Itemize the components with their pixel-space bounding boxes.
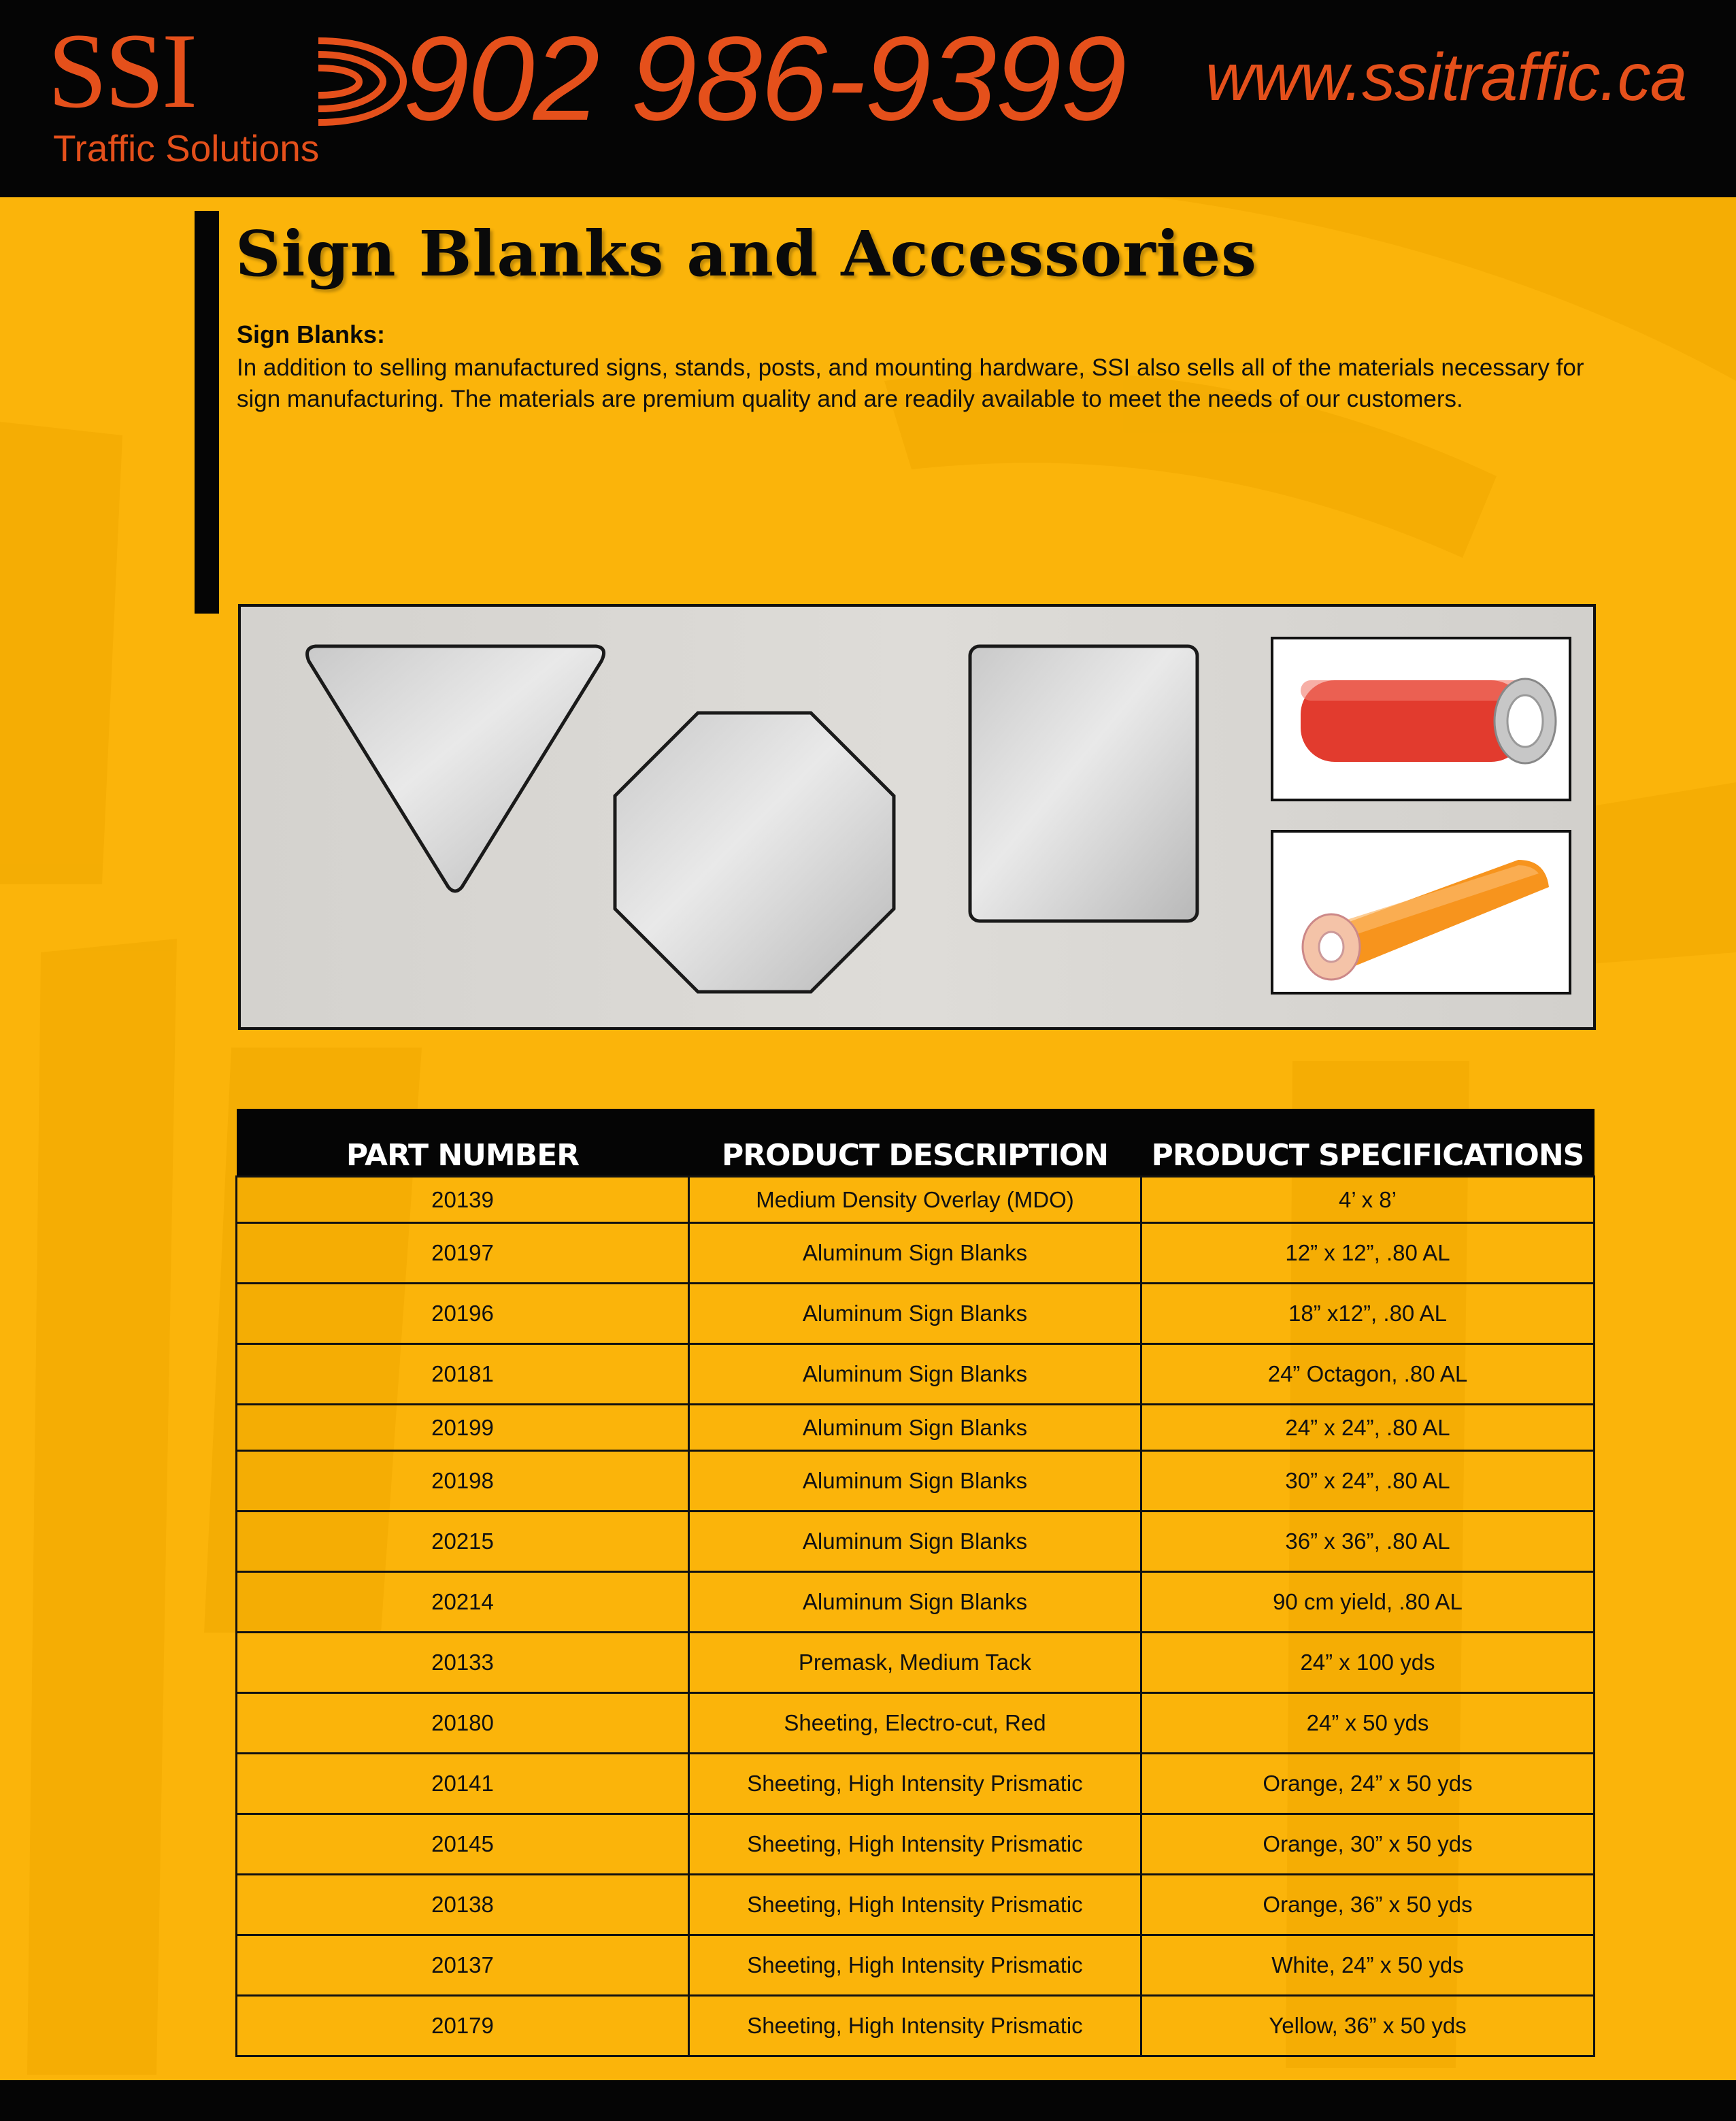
part-number-cell: 20197 [237, 1223, 689, 1284]
part-number-cell: 20133 [237, 1633, 689, 1693]
description-cell: Sheeting, High Intensity Prismatic [689, 1754, 1141, 1814]
parts-table [235, 1109, 1593, 2057]
orange-sheeting-roll [1271, 830, 1571, 995]
table-row [237, 1451, 1595, 1512]
part-number-cell: 20198 [237, 1451, 689, 1512]
logo-subtitle: Traffic Solutions [53, 127, 320, 169]
header-part-number: PART NUMBER [237, 1109, 689, 1177]
specification-cell: 12” x 12”, .80 AL [1141, 1223, 1595, 1284]
description-cell: Aluminum Sign Blanks [689, 1284, 1141, 1344]
specification-cell: 18” x12”, .80 AL [1141, 1284, 1595, 1344]
product-photo-panel [238, 604, 1596, 1030]
part-number-cell: 20196 [237, 1284, 689, 1344]
description-cell: Aluminum Sign Blanks [689, 1451, 1141, 1512]
table-row [237, 1344, 1595, 1405]
specification-cell: 36” x 36”, .80 AL [1141, 1512, 1595, 1572]
part-number-cell: 20199 [237, 1405, 689, 1451]
website-link[interactable]: www.ssitraffic.ca [1205, 39, 1687, 114]
section-accent-bar [195, 211, 219, 614]
specification-cell: Orange, 30” x 50 yds [1141, 1814, 1595, 1875]
table-row [237, 1814, 1595, 1875]
part-number-cell: 20179 [237, 1996, 689, 2056]
part-number-cell: 20215 [237, 1512, 689, 1572]
part-number-cell: 20145 [237, 1814, 689, 1875]
table-header-row [237, 1109, 1595, 1177]
specification-cell: 24” x 100 yds [1141, 1633, 1595, 1693]
description-cell: Aluminum Sign Blanks [689, 1405, 1141, 1451]
header-product-specifications: PRODUCT SPECIFICATIONS [1141, 1109, 1595, 1177]
part-number-cell: 20137 [237, 1935, 689, 1996]
header-bar [0, 0, 1736, 197]
part-number-cell: 20139 [237, 1177, 689, 1223]
description-cell: Sheeting, High Intensity Prismatic [689, 1814, 1141, 1875]
specification-cell: 30” x 24”, .80 AL [1141, 1451, 1595, 1512]
table-row [237, 1996, 1595, 2056]
part-number-cell: 20214 [237, 1572, 689, 1633]
header-product-description: PRODUCT DESCRIPTION [689, 1109, 1141, 1177]
specification-cell: White, 24” x 50 yds [1141, 1935, 1595, 1996]
description-cell: Aluminum Sign Blanks [689, 1512, 1141, 1572]
description-cell: Sheeting, High Intensity Prismatic [689, 1875, 1141, 1935]
red-roll-image [1273, 639, 1569, 799]
specification-cell: Orange, 36” x 50 yds [1141, 1875, 1595, 1935]
specification-cell: 4’ x 8’ [1141, 1177, 1595, 1223]
part-number-cell: 20181 [237, 1344, 689, 1405]
table-row [237, 1754, 1595, 1814]
description-cell: Aluminum Sign Blanks [689, 1223, 1141, 1284]
ssi-logo [48, 14, 367, 170]
part-number-cell: 20138 [237, 1875, 689, 1935]
specification-cell: 24” x 24”, .80 AL [1141, 1405, 1595, 1451]
specification-cell: Yellow, 36” x 50 yds [1141, 1996, 1595, 2056]
description-cell: Aluminum Sign Blanks [689, 1344, 1141, 1405]
page-title: Sign Blanks and Accessories [235, 217, 1257, 290]
description-cell: Medium Density Overlay (MDO) [689, 1177, 1141, 1223]
table-row [237, 1223, 1595, 1284]
logo-globe-arcs-icon [305, 34, 407, 129]
description-cell: Sheeting, High Intensity Prismatic [689, 1996, 1141, 2056]
orange-roll-image [1273, 833, 1569, 992]
phone-number[interactable]: 902 986-9399 [403, 12, 1126, 146]
specification-cell: Orange, 24” x 50 yds [1141, 1754, 1595, 1814]
footer-bar [0, 2080, 1736, 2121]
description-cell: Aluminum Sign Blanks [689, 1572, 1141, 1633]
table-row [237, 1512, 1595, 1572]
specification-cell: 90 cm yield, .80 AL [1141, 1572, 1595, 1633]
description-cell: Sheeting, Electro-cut, Red [689, 1693, 1141, 1754]
table-row [237, 1405, 1595, 1451]
specification-cell: 24” Octagon, .80 AL [1141, 1344, 1595, 1405]
square-sign-blank [970, 646, 1197, 921]
intro-heading: Sign Blanks: [237, 320, 386, 348]
table-row [237, 1572, 1595, 1633]
table-row [237, 1633, 1595, 1693]
table-row [237, 1284, 1595, 1344]
part-number-cell: 20141 [237, 1754, 689, 1814]
red-sheeting-roll [1271, 637, 1571, 801]
table-row [237, 1935, 1595, 1996]
part-number-cell: 20180 [237, 1693, 689, 1754]
table-row [237, 1693, 1595, 1754]
logo-text: SSI [48, 12, 195, 131]
intro-text: In addition to selling manufactured signs, stands, posts, and mounting hardware, SSI also sells all of the materials necessary for sign manufacturing. The materials are premium quality and are readily available to meet the needs of our customers. [237, 354, 1584, 412]
description-cell: Premask, Medium Tack [689, 1633, 1141, 1693]
table-row [237, 1875, 1595, 1935]
description-cell: Sheeting, High Intensity Prismatic [689, 1935, 1141, 1996]
octagon-sign-blank [615, 713, 894, 992]
specification-cell: 24” x 50 yds [1141, 1693, 1595, 1754]
table-row [237, 1177, 1595, 1223]
